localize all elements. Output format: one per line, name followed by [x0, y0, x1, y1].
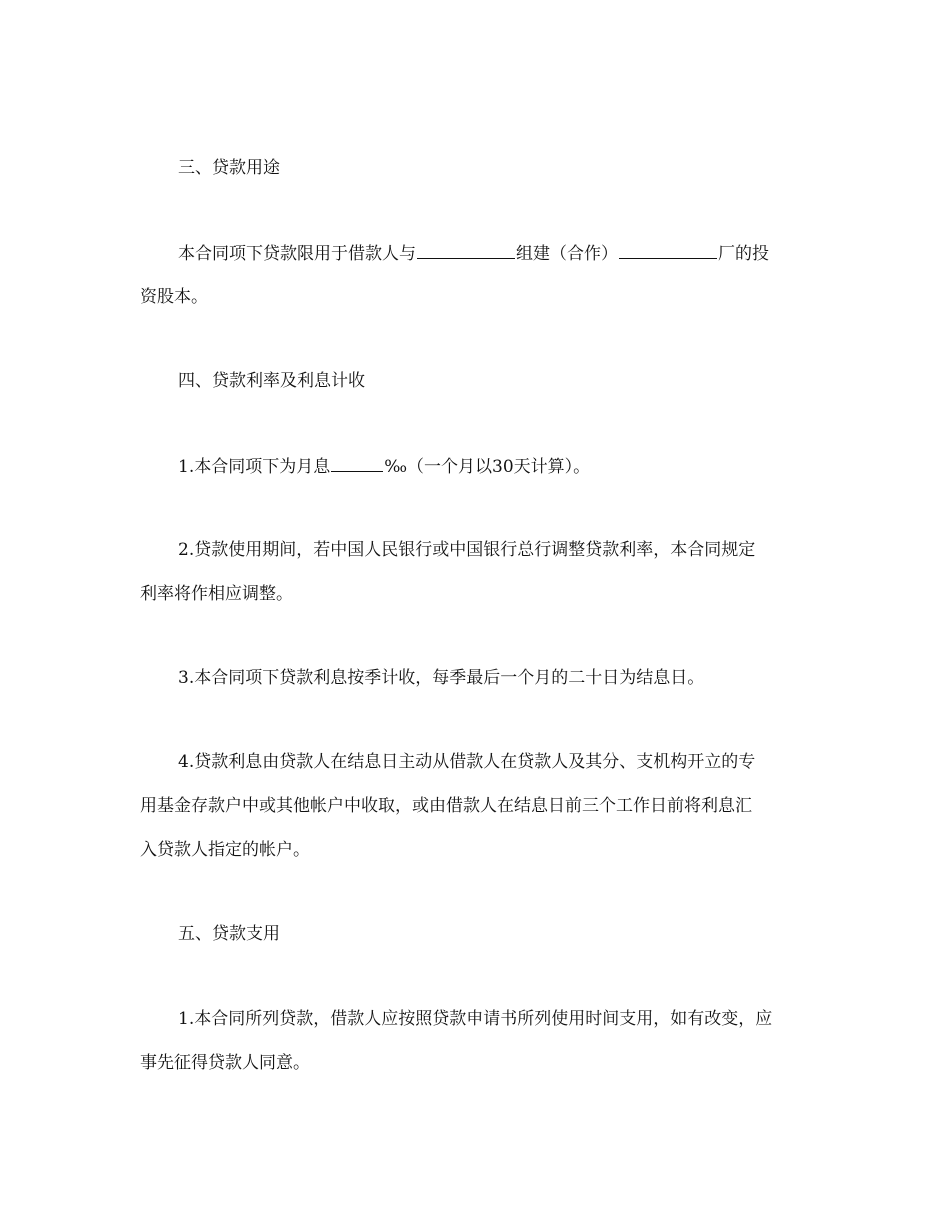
text-segment: 厂的投: [718, 244, 769, 264]
section-4-item-2-line-1: 2.贷款使用期间，若中国人民银行或中国银行总行调整贷款利率，本合同规定: [178, 540, 756, 560]
section-3-paragraph-line-2: 资股本。: [140, 287, 208, 307]
section-4-heading: 四、贷款利率及利息计收: [178, 371, 365, 391]
section-4-item-4-line-2: 用基金存款户中或其他帐户中收取，或由借款人在结息日前三个工作日前将利息汇: [140, 796, 752, 816]
section-3-paragraph-line-1: [178, 240, 769, 266]
section-4-item-2-line-2: 利率将作相应调整。: [140, 584, 293, 604]
fill-blank: [331, 453, 383, 472]
fill-blank: [619, 240, 717, 259]
section-4-item-3: 3.本合同项下贷款利息按季计收，每季最后一个月的二十日为结息日。: [178, 668, 705, 688]
section-4-item-1: [178, 453, 590, 479]
section-5-item-1-line-1: 1.本合同所列贷款，借款人应按照贷款申请书所列使用时间支用，如有改变，应: [178, 1009, 773, 1029]
section-5-item-1-line-2: 事先征得贷款人同意。: [140, 1053, 310, 1073]
text-segment: 本合同项下贷款限用于借款人与: [178, 244, 416, 264]
fill-blank: [417, 240, 515, 259]
text-segment: ‰（一个月以30天计算）。: [384, 457, 591, 477]
section-3-heading: 三、贷款用途: [178, 158, 280, 178]
text-segment: 组建（合作）: [516, 244, 618, 264]
section-4-item-4-line-1: 4.贷款利息由贷款人在结息日主动从借款人在贷款人及其分、支机构开立的专: [178, 752, 756, 772]
section-5-heading: 五、贷款支用: [178, 924, 280, 944]
section-4-item-4-line-3: 入贷款人指定的帐户。: [140, 840, 310, 860]
text-segment: 1.本合同项下为月息: [178, 457, 331, 477]
